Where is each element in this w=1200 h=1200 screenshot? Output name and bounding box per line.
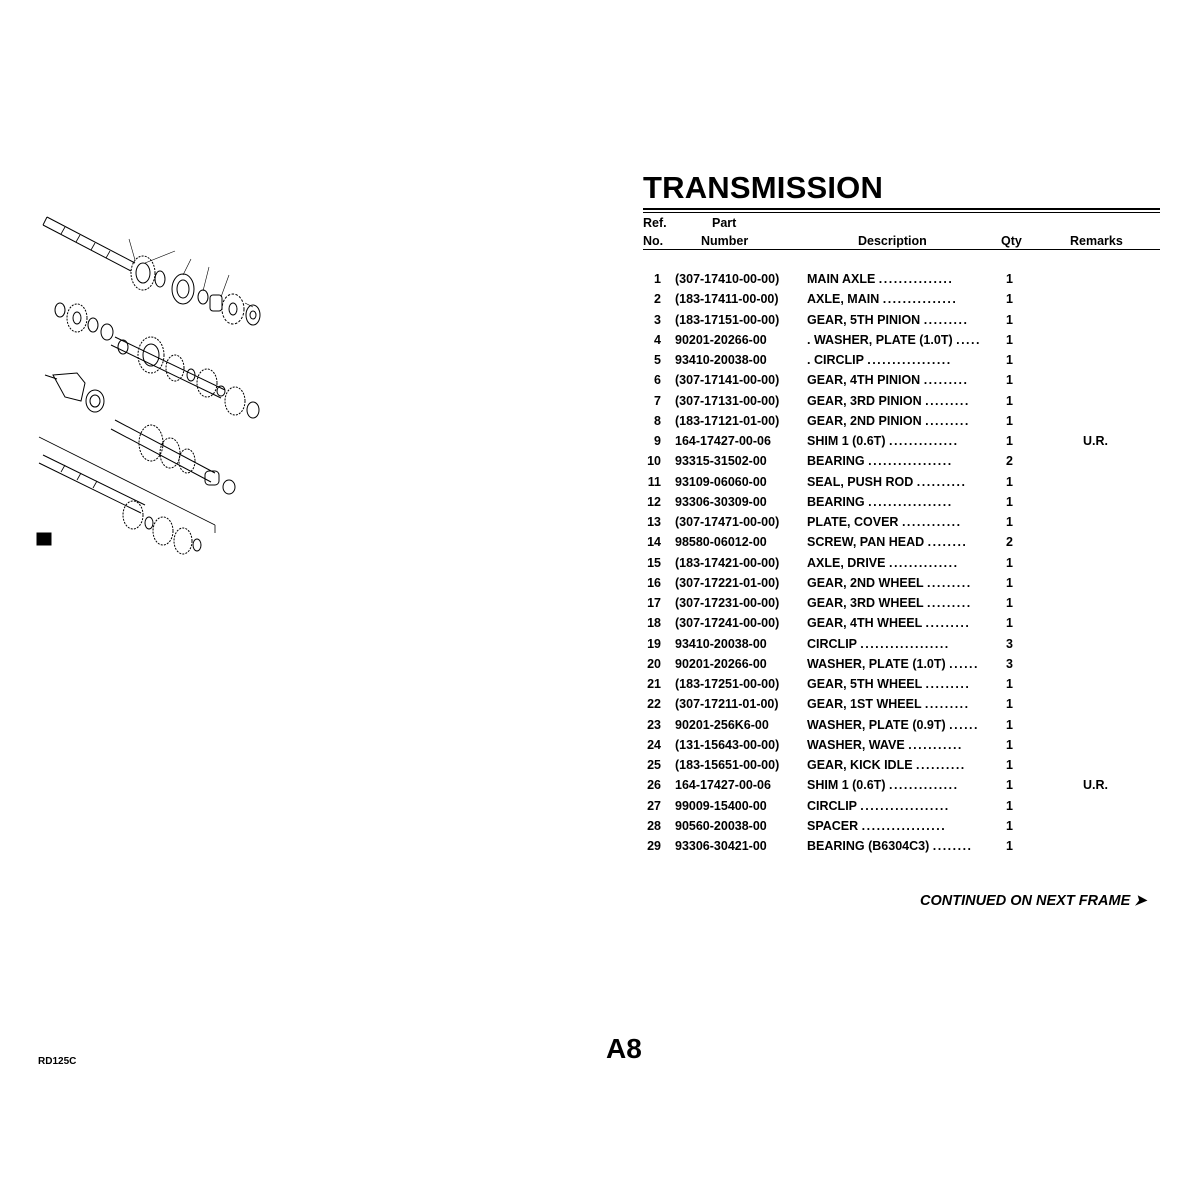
description-cell: [807, 434, 993, 448]
part-number-cell: (307-17231-00-00): [675, 596, 780, 610]
qty-cell: 1: [1006, 616, 1013, 631]
part-number-cell: (183-15651-00-00): [675, 758, 780, 772]
ref-cell: 15: [647, 555, 661, 570]
description-text: . CIRCLIP: [807, 353, 864, 367]
leader-dots: ......: [949, 656, 979, 671]
description-cell: [807, 495, 993, 509]
table-row: [643, 272, 1160, 292]
table-row: [643, 414, 1160, 434]
description-text: AXLE, DRIVE: [807, 555, 886, 570]
leader-dots: ..........: [916, 758, 966, 772]
description-text: BEARING (B6304C3): [807, 839, 930, 853]
title-rule: [643, 208, 1160, 210]
qty-cell: 1: [1006, 839, 1013, 853]
description-text: BEARING: [807, 454, 865, 469]
qty-cell: 1: [1006, 434, 1013, 448]
ref-cell: 3: [654, 312, 661, 327]
description-cell: [807, 657, 993, 671]
description-text: GEAR, 4TH WHEEL: [807, 616, 923, 631]
ref-cell: 6: [654, 373, 661, 388]
header-qty: Qty: [1001, 234, 1022, 248]
description-cell: [807, 414, 993, 428]
description-cell: [807, 292, 993, 306]
ref-cell: 5: [654, 353, 661, 367]
ref-cell: 13: [647, 515, 661, 529]
qty-cell: 3: [1006, 656, 1013, 671]
leader-dots: .........: [923, 373, 969, 388]
qty-cell: 1: [1006, 778, 1013, 793]
table-row: [643, 839, 1160, 859]
leader-dots: ...........: [908, 737, 963, 752]
description-text: SCREW, PAN HEAD: [807, 535, 925, 550]
description-text: GEAR, 1ST WHEEL: [807, 697, 922, 712]
leader-dots: ...............: [878, 272, 954, 286]
part-number-cell: 90201-20266-00: [675, 656, 767, 671]
table-row: [643, 292, 1160, 312]
leader-dots: ..............: [888, 778, 959, 793]
table-row: [643, 596, 1160, 616]
description-text: BEARING: [807, 494, 865, 509]
leader-dots: ........: [927, 535, 968, 550]
ref-cell: 19: [647, 636, 661, 651]
table-row: [643, 373, 1160, 393]
title-rule-thin: [643, 212, 1160, 213]
qty-cell: 1: [1006, 292, 1013, 307]
qty-cell: 1: [1006, 312, 1013, 327]
leader-dots: ..............: [888, 555, 959, 570]
description-text: SHIM 1 (0.6T): [807, 434, 886, 448]
table-row: [643, 313, 1160, 333]
qty-cell: 1: [1006, 798, 1013, 813]
qty-cell: 1: [1006, 515, 1013, 529]
ref-cell: 12: [647, 494, 661, 509]
leader-dots: .........: [924, 697, 970, 712]
description-text: CIRCLIP: [807, 636, 857, 651]
header-rule: [643, 249, 1160, 250]
description-text: GEAR, 4TH PINION: [807, 373, 921, 388]
part-number-cell: (183-17121-01-00): [675, 413, 780, 428]
description-text: SHIM 1 (0.6T): [807, 778, 886, 793]
exploded-parts-diagram: [25, 205, 325, 575]
table-row: [643, 637, 1160, 657]
header-part-line1: Part: [712, 216, 737, 230]
qty-cell: 1: [1006, 555, 1013, 570]
description-cell: [807, 616, 993, 630]
table-row: [643, 495, 1160, 515]
qty-cell: 1: [1006, 393, 1013, 408]
leader-dots: .....: [956, 332, 981, 347]
ref-cell: 23: [647, 717, 661, 732]
description-cell: [807, 839, 993, 853]
part-number-cell: 93306-30309-00: [675, 494, 767, 509]
header-ref-line2: No.: [643, 234, 664, 248]
leader-dots: ............: [901, 515, 962, 529]
qty-cell: 1: [1006, 353, 1013, 367]
leader-dots: ..............: [888, 434, 959, 448]
qty-cell: 1: [1006, 677, 1013, 691]
part-number-cell: (183-17421-00-00): [675, 555, 780, 570]
part-number-cell: (183-17151-00-00): [675, 312, 780, 327]
description-text: AXLE, MAIN: [807, 292, 880, 307]
part-number-cell: (307-17221-01-00): [675, 575, 780, 590]
qty-cell: 1: [1006, 373, 1013, 388]
part-number-cell: 93315-31502-00: [675, 454, 767, 469]
part-number-cell: 164-17427-00-06: [675, 434, 771, 448]
part-number-cell: 93410-20038-00: [675, 636, 767, 651]
model-code: RD125C: [38, 1056, 77, 1067]
part-number-cell: (307-17131-00-00): [675, 393, 780, 408]
part-number-cell: (307-17141-00-00): [675, 373, 780, 388]
leader-dots: .................: [868, 454, 953, 469]
description-cell: [807, 778, 993, 792]
description-text: GEAR, 3RD WHEEL: [807, 596, 924, 610]
ref-cell: 10: [647, 454, 661, 469]
ref-cell: 4: [654, 332, 661, 347]
table-row: [643, 778, 1160, 798]
leader-dots: ..........: [916, 474, 967, 489]
part-number-cell: 98580-06012-00: [675, 535, 767, 550]
qty-cell: 2: [1006, 535, 1013, 550]
table-row: [643, 819, 1160, 839]
part-number-cell: (307-17241-00-00): [675, 616, 780, 631]
description-text: MAIN AXLE: [807, 272, 876, 286]
description-cell: [807, 637, 993, 651]
leader-dots: .................: [861, 818, 947, 833]
part-number-cell: 90201-256K6-00: [675, 717, 769, 732]
description-cell: [807, 515, 993, 529]
part-number-cell: 164-17427-00-06: [675, 778, 771, 793]
ref-cell: 18: [647, 616, 661, 631]
qty-cell: 1: [1006, 494, 1013, 509]
table-row: [643, 515, 1160, 535]
description-text: GEAR, KICK IDLE: [807, 758, 913, 772]
ref-cell: 11: [647, 474, 661, 489]
leader-dots: ..................: [860, 636, 950, 651]
qty-cell: 1: [1006, 596, 1013, 610]
part-number-cell: (307-17471-00-00): [675, 515, 780, 529]
description-cell: [807, 333, 993, 347]
description-cell: [807, 535, 993, 549]
ref-cell: 1: [654, 272, 661, 286]
table-row: [643, 657, 1160, 677]
leader-dots: .................: [868, 494, 953, 509]
part-number-cell: 90201-20266-00: [675, 332, 767, 347]
description-text: GEAR, 5TH PINION: [807, 312, 921, 327]
description-cell: [807, 738, 993, 752]
page-number: A8: [606, 1033, 642, 1064]
description-cell: [807, 353, 993, 367]
description-cell: [807, 799, 993, 813]
leader-dots: ..................: [860, 798, 950, 813]
description-text: PLATE, COVER: [807, 515, 899, 529]
description-cell: [807, 313, 993, 327]
description-text: GEAR, 3RD PINION: [807, 393, 922, 408]
parts-table: [643, 272, 1160, 859]
qty-cell: 1: [1006, 697, 1013, 712]
part-number-cell: (131-15643-00-00): [675, 737, 780, 752]
description-text: WASHER, PLATE (0.9T): [807, 717, 946, 732]
qty-cell: 1: [1006, 575, 1013, 590]
ref-cell: 25: [647, 758, 661, 772]
description-text: GEAR, 2ND PINION: [807, 413, 922, 428]
description-cell: [807, 556, 993, 570]
description-cell: [807, 576, 993, 590]
description-cell: [807, 758, 993, 772]
description-cell: [807, 697, 993, 711]
table-row: [643, 718, 1160, 738]
qty-cell: 1: [1006, 818, 1013, 833]
continued-note: CONTINUED ON NEXT FRAME ➤: [920, 893, 1147, 909]
table-row: [643, 616, 1160, 636]
leader-dots: .........: [926, 575, 972, 590]
table-row: [643, 697, 1160, 717]
part-number-cell: (307-17410-00-00): [675, 272, 780, 286]
header-ref-line1: Ref.: [643, 216, 667, 230]
leader-dots: .........: [925, 677, 971, 691]
qty-cell: 1: [1006, 737, 1013, 752]
description-text: . WASHER, PLATE (1.0T): [807, 332, 953, 347]
description-cell: [807, 475, 993, 489]
table-row: [643, 576, 1160, 596]
page-title: TRANSMISSION: [643, 170, 884, 205]
table-row: [643, 799, 1160, 819]
table-row: [643, 738, 1160, 758]
part-number-cell: 90560-20038-00: [675, 818, 767, 833]
description-cell: [807, 677, 993, 691]
ref-cell: 27: [647, 798, 661, 813]
part-number-cell: 93306-30421-00: [675, 839, 767, 853]
ref-cell: 8: [654, 413, 661, 428]
part-number-cell: 93109-06060-00: [675, 474, 767, 489]
qty-cell: 1: [1006, 758, 1013, 772]
remarks-cell: U.R.: [1083, 434, 1108, 448]
leader-dots: .................: [867, 353, 952, 367]
table-row: [643, 394, 1160, 414]
description-cell: [807, 272, 993, 286]
leader-dots: .........: [926, 596, 972, 610]
ref-cell: 17: [647, 596, 661, 610]
ref-cell: 2: [654, 292, 661, 307]
leader-dots: .........: [925, 393, 970, 408]
ref-cell: 9: [654, 434, 661, 448]
description-text: GEAR, 5TH WHEEL: [807, 677, 923, 691]
description-cell: [807, 394, 993, 408]
qty-cell: 1: [1006, 413, 1013, 428]
ref-cell: 28: [647, 818, 661, 833]
header-description: Description: [858, 234, 927, 248]
ref-cell: 21: [647, 677, 661, 691]
header-part-line2: Number: [701, 234, 749, 248]
table-row: [643, 434, 1160, 454]
leader-dots: ...............: [882, 292, 958, 307]
ref-cell: 20: [647, 656, 661, 671]
qty-cell: 2: [1006, 454, 1013, 469]
description-text: WASHER, PLATE (1.0T): [807, 656, 946, 671]
description-text: GEAR, 2ND WHEEL: [807, 575, 924, 590]
ref-cell: 14: [647, 535, 661, 550]
remarks-cell: U.R.: [1083, 778, 1108, 793]
ref-cell: 29: [647, 839, 661, 853]
description-cell: [807, 596, 993, 610]
description-cell: [807, 819, 993, 833]
description-cell: [807, 454, 993, 468]
ref-cell: 16: [647, 575, 661, 590]
qty-cell: 1: [1006, 332, 1013, 347]
description-cell: [807, 373, 993, 387]
description-cell: [807, 718, 993, 732]
ref-cell: 7: [654, 393, 661, 408]
table-row: [643, 758, 1160, 778]
part-number-cell: (183-17411-00-00): [675, 292, 779, 307]
qty-cell: 1: [1006, 717, 1013, 732]
part-number-cell: 99009-15400-00: [675, 798, 767, 813]
part-number-cell: 93410-20038-00: [675, 353, 767, 367]
header-remarks: Remarks: [1070, 234, 1123, 248]
table-row: [643, 535, 1160, 555]
description-text: SEAL, PUSH ROD: [807, 474, 914, 489]
leader-dots: .........: [925, 616, 971, 631]
table-row: [643, 556, 1160, 576]
qty-cell: 1: [1006, 272, 1013, 286]
leader-dots: ........: [932, 839, 973, 853]
table-row: [643, 677, 1160, 697]
table-row: [643, 454, 1160, 474]
description-text: WASHER, WAVE: [807, 737, 905, 752]
description-text: CIRCLIP: [807, 798, 857, 813]
leader-dots: .........: [925, 413, 970, 428]
qty-cell: 1: [1006, 474, 1013, 489]
description-text: SPACER: [807, 818, 859, 833]
ref-cell: 24: [647, 737, 661, 752]
leader-dots: ......: [949, 717, 979, 732]
leader-dots: .........: [923, 312, 969, 327]
table-row: [643, 333, 1160, 353]
part-number-cell: (183-17251-00-00): [675, 677, 780, 691]
table-row: [643, 353, 1160, 373]
ref-cell: 22: [647, 697, 661, 712]
ref-cell: 26: [647, 778, 661, 793]
part-number-cell: (307-17211-01-00): [675, 697, 779, 712]
qty-cell: 3: [1006, 636, 1013, 651]
table-row: [643, 475, 1160, 495]
